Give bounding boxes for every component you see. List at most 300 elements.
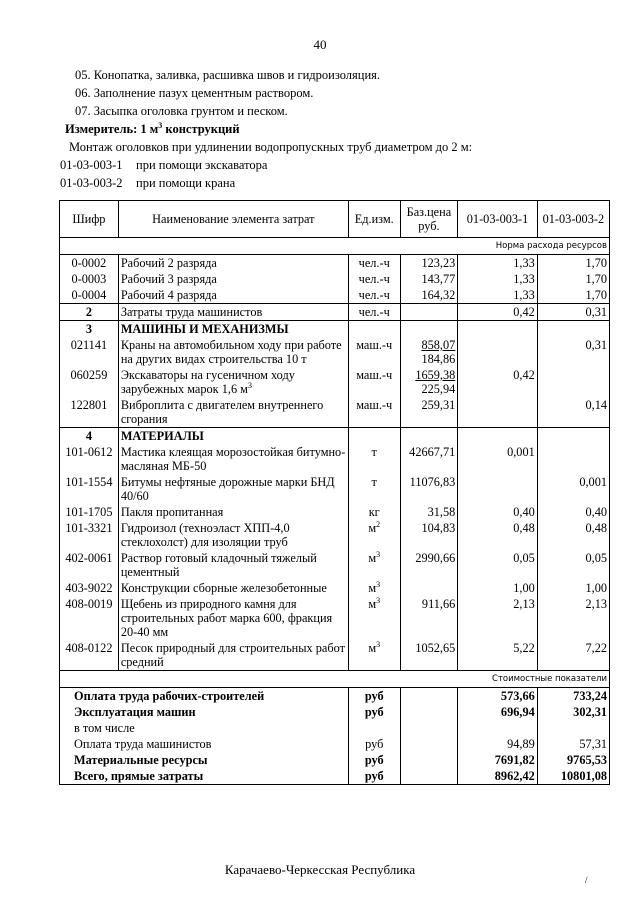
cipher-cell xyxy=(60,444,119,474)
value-b-cell-text: 733,24 xyxy=(573,689,607,703)
name-cell xyxy=(118,640,348,671)
name-cell xyxy=(118,337,348,367)
value-a-cell xyxy=(458,768,537,785)
value-b-cell xyxy=(537,504,609,520)
value-a-cell xyxy=(458,428,537,445)
unit-cell-text: т xyxy=(371,475,377,489)
value-a-cell xyxy=(458,287,537,304)
cipher-cell-text: 0-0002 xyxy=(71,256,107,270)
summary-name-text: Материальные ресурсы xyxy=(74,753,208,767)
table-row-material xyxy=(60,640,610,671)
price-operator-value: 184,86 xyxy=(421,352,456,366)
table-row-machine xyxy=(60,337,610,367)
value-a-cell-text: 1,33 xyxy=(513,256,535,270)
unit-cell xyxy=(348,704,400,720)
cipher-cell-text: 408-0122 xyxy=(65,641,113,655)
band-costs xyxy=(60,671,610,688)
summary-name xyxy=(60,752,349,768)
table-row-material xyxy=(60,520,610,550)
unit-cell xyxy=(348,255,400,272)
name-cell xyxy=(118,444,348,474)
cipher-cell-text: 402-0061 xyxy=(65,551,113,565)
summary-name xyxy=(60,704,349,720)
name-cell xyxy=(118,287,348,304)
value-a-cell-text: 8962,42 xyxy=(494,769,535,783)
price-cell xyxy=(400,752,458,768)
summary-name-text: Оплата труда рабочих-строителей xyxy=(74,689,265,703)
unit-cell xyxy=(348,520,400,550)
cipher-cell-text: 101-3321 xyxy=(65,521,113,535)
price-cell xyxy=(400,271,458,287)
value-a-cell xyxy=(458,580,537,596)
summary-name xyxy=(60,720,349,736)
value-a-cell xyxy=(458,752,537,768)
price-cell xyxy=(400,720,458,736)
summary-name-text: Эксплуатация машин xyxy=(74,705,196,719)
value-b-cell xyxy=(537,271,609,287)
value-a-cell xyxy=(458,304,537,321)
value-b-cell xyxy=(537,337,609,367)
value-b-cell-text: 0,14 xyxy=(585,398,607,412)
price-value: 858,07 xyxy=(421,338,456,352)
price-cell-text: 11076,83 xyxy=(409,475,456,489)
cipher-cell-text: 408-0019 xyxy=(65,597,113,611)
page-footer: Карачаево-Черкесская Республика xyxy=(224,862,416,877)
summary-row xyxy=(60,720,610,736)
cipher-cell xyxy=(60,304,119,321)
cipher-cell xyxy=(60,640,119,671)
value-b-cell-text: 0,31 xyxy=(585,305,607,319)
value-a-cell-text: 0,05 xyxy=(513,551,535,565)
operation-07: 07. Засыпка оголовка грунтом и песком. xyxy=(75,104,288,118)
code-line-1 xyxy=(60,156,620,174)
value-b-cell xyxy=(537,255,609,272)
value-b-cell xyxy=(537,474,609,504)
name-cell-text: Мастика клеящая морозостойкая битумно-масляная МБ-50 xyxy=(120,445,346,473)
task-line: Монтаж оголовков при удлинении водопропускных труб диаметром до 2 м: xyxy=(69,140,473,154)
operation-06: 06. Заполнение пазух цементным раствором. xyxy=(75,86,314,100)
price-cell xyxy=(400,304,458,321)
measure-suffix: конструкций xyxy=(162,122,240,136)
value-a-cell-text: 0,42 xyxy=(513,305,535,319)
price-cell xyxy=(400,580,458,596)
code-text: при помощи крана xyxy=(136,176,236,190)
name-cell xyxy=(118,367,348,397)
name-cell xyxy=(118,397,348,428)
cipher-cell-text: 0-0003 xyxy=(71,272,107,286)
value-b-cell xyxy=(537,720,609,736)
cipher-cell-text: 101-0612 xyxy=(65,445,113,459)
name-cell xyxy=(118,271,348,287)
unit-cell-text: руб xyxy=(364,705,384,719)
price-cell-text: 1052,65 xyxy=(415,641,456,655)
header-cipher: Шифр xyxy=(60,201,119,238)
resource-table xyxy=(59,200,610,785)
price-cell xyxy=(400,688,458,705)
summary-row xyxy=(60,752,610,768)
section-materials xyxy=(60,428,610,445)
value-b-cell-text: 0,31 xyxy=(585,338,607,352)
table-row-operators xyxy=(60,304,610,321)
value-b-cell-text: 57,31 xyxy=(579,737,607,751)
value-a-cell xyxy=(458,720,537,736)
unit-cell-text: руб xyxy=(365,737,384,751)
unit-cell xyxy=(348,271,400,287)
header-col-a: 01-03-003-1 xyxy=(458,201,537,238)
value-a-cell xyxy=(458,550,537,580)
value-b-cell xyxy=(537,580,609,596)
unit-cell xyxy=(348,337,400,367)
unit-cell xyxy=(348,752,400,768)
name-cell-text: Песок природный для строительных работ средний xyxy=(120,641,345,669)
cipher-cell xyxy=(60,504,119,520)
name-cell-text: Рабочий 2 разряда xyxy=(120,256,217,270)
summary-name-text: Оплата труда машинистов xyxy=(74,737,212,751)
value-a-cell xyxy=(458,520,537,550)
value-a-cell-text: 573,66 xyxy=(500,689,535,703)
value-a-cell-text: 696,94 xyxy=(500,705,535,719)
table-row-material xyxy=(60,444,610,474)
unit-cell-text: маш.-ч xyxy=(356,338,393,352)
name-cell-text: Затраты труда машинистов xyxy=(120,305,263,319)
value-a-cell xyxy=(458,640,537,671)
unit-cell-text: т xyxy=(371,445,377,459)
header-name: Наименование элемента затрат xyxy=(118,201,348,238)
value-b-cell-text: 1,00 xyxy=(585,581,607,595)
unit-cell-text: м xyxy=(368,581,377,595)
table-row-material xyxy=(60,504,610,520)
table-row-material xyxy=(60,474,610,504)
value-b-cell-text: 9765,53 xyxy=(567,753,607,767)
unit-cell xyxy=(348,474,400,504)
cipher-cell xyxy=(60,367,119,397)
section-number xyxy=(60,321,119,338)
price-cell xyxy=(400,550,458,580)
unit-cell xyxy=(348,640,400,671)
value-b-cell-text: 1,70 xyxy=(585,288,607,302)
value-b-cell-text: 302,31 xyxy=(573,705,607,719)
summary-row xyxy=(60,736,610,752)
unit-cell xyxy=(348,720,400,736)
unit-cell xyxy=(348,367,400,397)
price-operator-value: 225,94 xyxy=(421,382,456,396)
value-a-cell xyxy=(458,397,537,428)
price-cell xyxy=(400,428,458,445)
band-resources xyxy=(60,238,610,255)
value-b-cell-text: 0,40 xyxy=(585,505,607,519)
name-cell xyxy=(118,255,348,272)
value-b-cell-text: 1,70 xyxy=(585,272,607,286)
section-machines xyxy=(60,321,610,338)
price-cell-text: 123,23 xyxy=(421,256,456,270)
cipher-cell xyxy=(60,337,119,367)
value-b-cell-text: 7,22 xyxy=(585,641,607,655)
unit-cell-text: руб xyxy=(364,753,384,767)
value-a-cell xyxy=(458,255,537,272)
unit-cell xyxy=(348,768,400,785)
unit-cell-sup: 2 xyxy=(376,519,381,529)
value-a-cell-text: 1,33 xyxy=(513,272,535,286)
table-row-labor xyxy=(60,255,610,272)
value-b-cell xyxy=(537,752,609,768)
value-b-cell xyxy=(537,321,609,338)
section-number-text: 3 xyxy=(85,322,92,336)
section-title xyxy=(118,321,348,338)
band-costs-label: Стоимостные показатели xyxy=(60,671,610,688)
cipher-cell xyxy=(60,580,119,596)
measure-prefix: Измеритель: 1 м xyxy=(65,122,159,136)
code-text: при помощи экскаватора xyxy=(136,158,268,172)
price-cell xyxy=(400,255,458,272)
price-cell xyxy=(400,397,458,428)
unit-cell-text: чел.-ч xyxy=(358,288,390,302)
unit-cell-text: чел.-ч xyxy=(358,305,390,319)
value-a-cell-text: 5,22 xyxy=(513,641,535,655)
unit-cell-text: м xyxy=(368,641,377,655)
name-cell xyxy=(118,474,348,504)
price-cell xyxy=(400,337,458,367)
unit-cell-sup: 3 xyxy=(376,639,381,649)
name-cell-text: Рабочий 4 разряда xyxy=(120,288,217,302)
value-b-cell xyxy=(537,640,609,671)
value-a-cell xyxy=(458,704,537,720)
price-cell xyxy=(400,504,458,520)
value-b-cell xyxy=(537,520,609,550)
unit-cell-text: м xyxy=(368,521,377,535)
name-cell-text: Битумы нефтяные дорожные марки БНД 40/60 xyxy=(120,475,335,503)
summary-name xyxy=(60,736,349,752)
name-cell-text: Раствор готовый кладочный тяжелый цементный xyxy=(120,551,317,579)
value-a-cell-text: 0,42 xyxy=(513,368,535,382)
price-cell xyxy=(400,474,458,504)
value-a-cell-text: 94,89 xyxy=(507,737,535,751)
section-number-text: 4 xyxy=(85,429,92,443)
summary-name-text: Всего, прямые затраты xyxy=(74,769,204,783)
unit-cell-text: чел.-ч xyxy=(358,256,390,270)
value-a-cell-text: 1,00 xyxy=(513,581,535,595)
header-row xyxy=(60,201,610,238)
name-cell xyxy=(118,504,348,520)
value-a-cell xyxy=(458,271,537,287)
table-row-labor xyxy=(60,287,610,304)
table-row-material xyxy=(60,580,610,596)
value-b-cell xyxy=(537,736,609,752)
value-a-cell-text: 2,13 xyxy=(513,597,535,611)
unit-cell-text: руб xyxy=(364,769,384,783)
name-cell xyxy=(118,580,348,596)
name-cell-text: Пакля пропитанная xyxy=(120,505,224,519)
price-cell xyxy=(400,768,458,785)
name-cell-text: Конструкции сборные железобетонные xyxy=(120,581,327,595)
price-cell xyxy=(400,736,458,752)
value-b-cell-text: 0,48 xyxy=(585,521,607,535)
name-cell-text: Виброплита с двигателем внутреннего сгорания xyxy=(120,398,324,426)
value-a-cell xyxy=(458,504,537,520)
value-a-cell-text: 1,33 xyxy=(513,288,535,302)
price-cell-text: 911,66 xyxy=(421,597,456,611)
unit-cell-text: маш.-ч xyxy=(356,398,393,412)
price-cell xyxy=(400,444,458,474)
header-price: Баз.цена руб. xyxy=(400,201,458,238)
cipher-cell-text: 021141 xyxy=(70,338,108,352)
price-cell-text: 164,32 xyxy=(421,288,456,302)
value-a-cell-text: 0,48 xyxy=(513,521,535,535)
value-a-cell xyxy=(458,321,537,338)
unit-cell-text: м xyxy=(368,551,377,565)
cipher-cell xyxy=(60,271,119,287)
cipher-cell xyxy=(60,596,119,640)
operation-05: 05. Конопатка, заливка, расшивка швов и гидроизоляция. xyxy=(75,68,381,82)
summary-row xyxy=(60,704,610,720)
value-a-cell xyxy=(458,444,537,474)
unit-cell xyxy=(348,287,400,304)
summary-row xyxy=(60,688,610,705)
unit-cell xyxy=(348,428,400,445)
price-cell-text: 143,77 xyxy=(421,272,456,286)
value-b-cell xyxy=(537,688,609,705)
value-a-cell xyxy=(458,596,537,640)
cipher-cell-text: 403-9022 xyxy=(65,581,113,595)
section-title-text: МАШИНЫ И МЕХАНИЗМЫ xyxy=(120,322,289,336)
cipher-cell-text: 2 xyxy=(85,305,92,319)
price-value: 259,31 xyxy=(421,398,456,412)
unit-cell xyxy=(348,580,400,596)
unit-cell-text: руб xyxy=(364,689,384,703)
value-a-cell xyxy=(458,474,537,504)
cipher-cell xyxy=(60,474,119,504)
section-title xyxy=(118,428,348,445)
name-cell xyxy=(118,550,348,580)
summary-name xyxy=(60,688,349,705)
value-b-cell xyxy=(537,428,609,445)
cipher-cell xyxy=(60,287,119,304)
code-line-2 xyxy=(60,174,620,192)
unit-cell xyxy=(348,550,400,580)
unit-cell xyxy=(348,321,400,338)
name-cell-text: Краны на автомобильном ходу при работе на других видах строительства 10 т xyxy=(120,338,342,366)
value-a-cell xyxy=(458,337,537,367)
price-cell-text: 31,58 xyxy=(427,505,456,519)
price-cell-text: 2990,66 xyxy=(415,551,456,565)
section-number xyxy=(60,428,119,445)
code: 01-03-003-2 xyxy=(60,176,123,190)
table-row-machine xyxy=(60,397,610,428)
cipher-cell xyxy=(60,397,119,428)
unit-cell-sup: 3 xyxy=(376,579,381,589)
value-b-cell xyxy=(537,287,609,304)
header-col-b: 01-03-003-2 xyxy=(537,201,609,238)
name-cell-text: Щебень из природного камня для строительных работ марка 600, фракция 20-40 мм xyxy=(120,597,333,639)
value-a-cell xyxy=(458,688,537,705)
price-cell xyxy=(400,640,458,671)
unit-cell-text: чел.-ч xyxy=(358,272,390,286)
unit-cell-sup: 3 xyxy=(376,595,381,605)
name-cell xyxy=(118,520,348,550)
unit-cell xyxy=(348,596,400,640)
summary-row xyxy=(60,768,610,785)
name-cell xyxy=(118,596,348,640)
intro-block xyxy=(60,66,620,192)
table-row-machine xyxy=(60,367,610,397)
unit-cell-text: кг xyxy=(368,505,380,519)
unit-cell xyxy=(348,504,400,520)
value-b-cell xyxy=(537,550,609,580)
cipher-cell-text: 0-0004 xyxy=(71,288,107,302)
table-row-material xyxy=(60,550,610,580)
header-unit: Ед.изм. xyxy=(348,201,400,238)
cipher-cell-text: 122801 xyxy=(70,398,108,412)
price-cell xyxy=(400,704,458,720)
name-cell-sup: 3 xyxy=(247,380,252,390)
value-b-cell-text: 0,001 xyxy=(579,475,607,489)
name-cell-text: Гидроизол (техноэласт ХПП-4,0 стеклохолст) для изоляции труб xyxy=(120,521,290,549)
value-b-cell-text: 10801,08 xyxy=(560,769,607,783)
unit-cell xyxy=(348,304,400,321)
price-cell-text: 42667,71 xyxy=(409,445,456,459)
unit-cell xyxy=(348,444,400,474)
value-b-cell xyxy=(537,367,609,397)
value-b-cell xyxy=(537,397,609,428)
value-b-cell xyxy=(537,304,609,321)
price-value: 1659,38 xyxy=(415,368,456,382)
table-row-material xyxy=(60,596,610,640)
table-row-labor xyxy=(60,271,610,287)
name-cell xyxy=(118,304,348,321)
cipher-cell xyxy=(60,520,119,550)
measure-line xyxy=(60,120,620,138)
band-resources-label: Норма расхода ресурсов xyxy=(60,238,610,255)
corner-mark: / xyxy=(585,875,588,885)
unit-cell xyxy=(348,397,400,428)
unit-cell xyxy=(348,688,400,705)
value-b-cell xyxy=(537,596,609,640)
code: 01-03-003-1 xyxy=(60,158,123,172)
cipher-cell xyxy=(60,255,119,272)
cipher-cell xyxy=(60,550,119,580)
unit-cell-text: маш.-ч xyxy=(356,368,393,382)
value-a-cell xyxy=(458,736,537,752)
value-a-cell xyxy=(458,367,537,397)
cipher-cell-text: 101-1554 xyxy=(65,475,113,489)
unit-cell-sup: 3 xyxy=(376,549,381,559)
page-number: 40 xyxy=(313,37,327,52)
value-b-cell-text: 1,70 xyxy=(585,256,607,270)
unit-cell-text: м xyxy=(368,597,377,611)
measure-sup: 3 xyxy=(158,120,163,130)
value-a-cell-text: 7691,82 xyxy=(494,753,535,767)
value-a-cell-text: 0,40 xyxy=(513,505,535,519)
section-title-text: МАТЕРИАЛЫ xyxy=(120,429,204,443)
value-b-cell-text: 0,05 xyxy=(585,551,607,565)
price-cell xyxy=(400,287,458,304)
price-cell xyxy=(400,321,458,338)
cipher-cell-text: 060259 xyxy=(70,368,108,382)
name-cell-text: Экскаваторы на гусеничном ходу зарубежных марок 1,6 м xyxy=(120,368,295,396)
value-a-cell-text: 0,001 xyxy=(507,445,535,459)
value-b-cell xyxy=(537,768,609,785)
price-cell xyxy=(400,596,458,640)
cipher-cell-text: 101-1705 xyxy=(65,505,113,519)
price-cell xyxy=(400,367,458,397)
value-b-cell-text: 2,13 xyxy=(585,597,607,611)
price-cell-text: 104,83 xyxy=(421,521,456,535)
price-cell xyxy=(400,520,458,550)
value-b-cell xyxy=(537,704,609,720)
summary-name xyxy=(60,768,349,785)
name-cell-text: Рабочий 3 разряда xyxy=(120,272,217,286)
unit-cell xyxy=(348,736,400,752)
value-b-cell xyxy=(537,444,609,474)
